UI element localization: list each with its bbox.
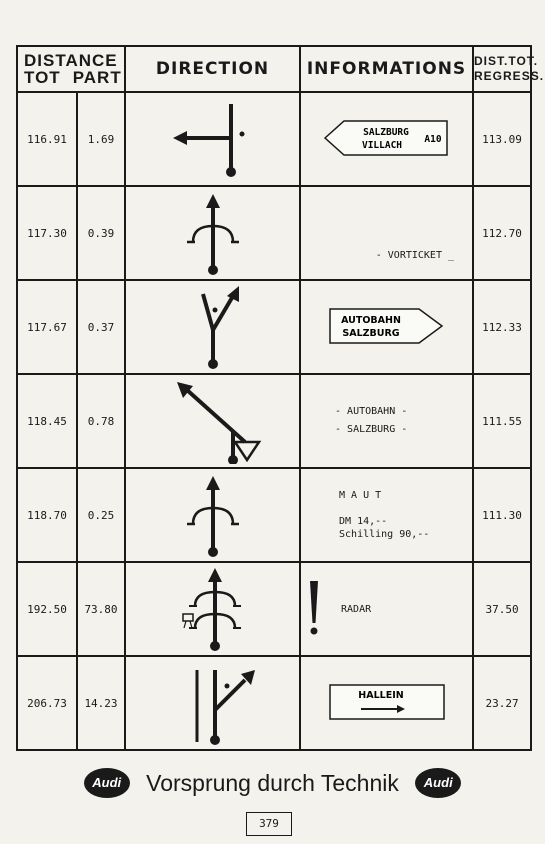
regress-label-2: REGRESS.: [474, 69, 545, 83]
table-row: [17, 656, 531, 750]
distance-label: DISTANCE: [24, 51, 118, 70]
info-cell: [300, 374, 473, 468]
table-row: [17, 562, 531, 656]
info-line: - VORTICKET _: [375, 249, 455, 261]
yield-left-icon: [153, 378, 273, 464]
road-sign-right: [329, 308, 444, 344]
sign-line: AUTOBAHN: [341, 314, 401, 326]
straight-over-bump-icon: [153, 472, 273, 558]
tot-cell: 206.73: [17, 656, 77, 750]
roadbook-table: [16, 45, 545, 758]
info-line: - AUTOBAHN -: [335, 406, 408, 417]
tot-cell: 117.30: [17, 186, 77, 280]
header-row: [17, 46, 531, 92]
fork-right-wall-icon: [153, 660, 273, 746]
direction-header: DIRECTION: [125, 46, 300, 92]
regress-cell: 111.30: [473, 468, 531, 562]
sign-line: SALZBURG: [342, 327, 400, 339]
crossroad-left-icon: [153, 96, 273, 182]
info-cell: [300, 656, 473, 750]
sign-line: VILLACH: [361, 139, 403, 151]
table-row: [17, 92, 531, 186]
tot-label: TOT: [24, 68, 61, 87]
part-cell: 0.37: [77, 280, 125, 374]
slogan: Vorsprung durch Technik: [146, 769, 399, 796]
footer-banner: [0, 768, 545, 798]
regress-label-1: DIST.TOT.: [474, 54, 539, 68]
regress-header: [473, 46, 545, 92]
direction-cell: [125, 280, 300, 374]
part-cell: 1.69: [77, 92, 125, 186]
tot-cell: 192.50: [17, 562, 77, 656]
info-line: M A U T: [339, 490, 382, 501]
info-line: Schilling 90,--: [339, 529, 430, 540]
info-line: DM 14,--: [339, 516, 388, 527]
part-cell: 0.25: [77, 468, 125, 562]
sign-route-number: A10: [424, 133, 442, 145]
informations-header: INFORMATIONS: [300, 46, 473, 92]
regress-cell: 111.55: [473, 374, 531, 468]
part-cell: 0.78: [77, 374, 125, 468]
page-number: 379: [246, 812, 292, 836]
part-label: PART: [72, 68, 122, 87]
direction-cell: [125, 562, 300, 656]
info-line: - SALZBURG -: [335, 424, 408, 435]
road-sign-rect: [329, 684, 445, 720]
regress-cell: 113.09: [473, 92, 531, 186]
info-cell: [300, 562, 473, 656]
direction-cell: [125, 186, 300, 280]
info-line: RADAR: [341, 603, 372, 615]
info-cell: [300, 186, 473, 280]
part-cell: 14.23: [77, 656, 125, 750]
direction-cell: [125, 92, 300, 186]
regress-cell: 23.27: [473, 656, 531, 750]
exclamation-icon: [307, 579, 321, 639]
audi-logo-left: Audi: [84, 768, 130, 798]
direction-cell: [125, 374, 300, 468]
info-line: [339, 502, 472, 515]
info-cell: [300, 92, 473, 186]
table-row: [17, 374, 531, 468]
radar-icon: [153, 566, 273, 652]
fork-right-icon: [153, 284, 273, 370]
tot-cell: 117.67: [17, 280, 77, 374]
straight-over-bump-icon: [153, 190, 273, 276]
tot-cell: 116.91: [17, 92, 77, 186]
tot-cell: 118.70: [17, 468, 77, 562]
part-cell: 0.39: [77, 186, 125, 280]
road-sign-left: [324, 120, 449, 156]
tot-cell: 118.45: [17, 374, 77, 468]
sign-line: SALZBURG: [363, 126, 409, 138]
regress-cell: 112.70: [473, 186, 531, 280]
audi-logo-right: Audi: [415, 768, 461, 798]
distance-header: [17, 46, 125, 92]
info-cell: [300, 468, 473, 562]
table-row: [17, 186, 531, 280]
regress-cell: 112.33: [473, 280, 531, 374]
direction-cell: [125, 656, 300, 750]
direction-cell: [125, 468, 300, 562]
info-cell: [300, 280, 473, 374]
part-cell: 73.80: [77, 562, 125, 656]
sign-line: HALLEIN: [357, 689, 404, 701]
table-row: [17, 280, 531, 374]
regress-cell: 37.50: [473, 562, 531, 656]
table-row: [17, 468, 531, 562]
